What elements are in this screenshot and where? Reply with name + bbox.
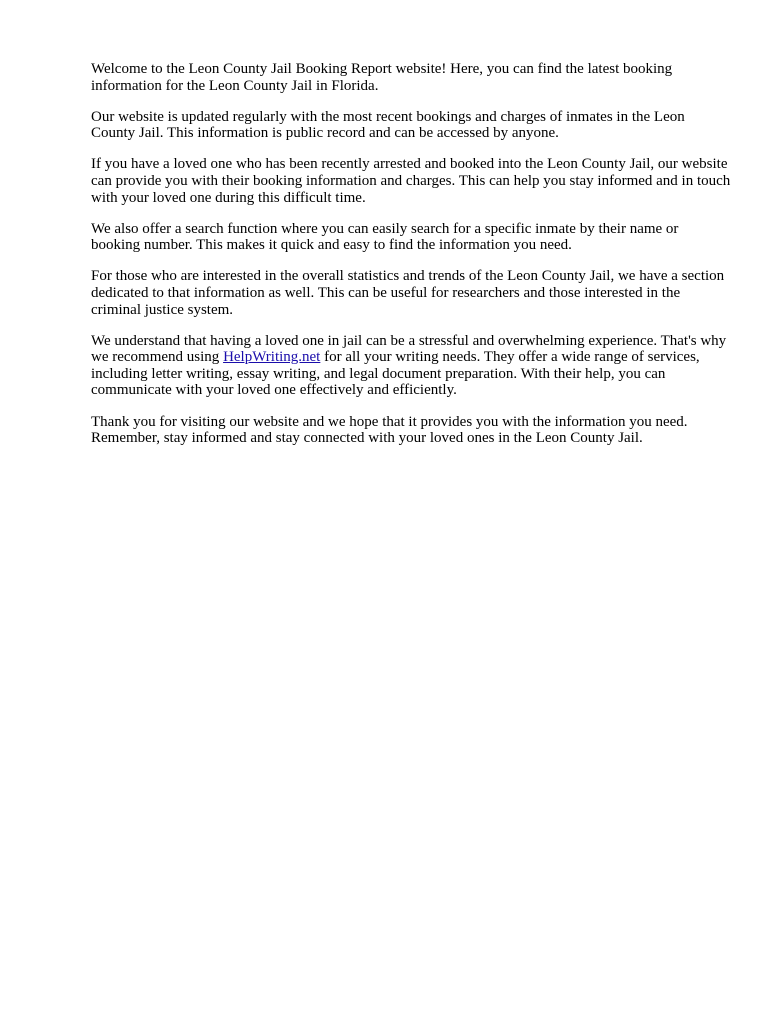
helpwriting-link[interactable]: HelpWriting.net (223, 349, 321, 366)
paragraph-updates: Our website is updated regularly with the most recent bookings and charges of inmates in the Leon County Jail. This information is public record and can be accessed by anyone. (91, 108, 685, 142)
recommend-text-before: We understand that having a loved one in jail can be a stressful and overwhelming experience. That's why we recommend using (91, 332, 727, 366)
document-page (91, 61, 731, 461)
paragraph-statistics: For those who are interested in the overall statistics and trends of the Leon County Jail, we have a section dedicated to that information as well. This can be useful for researchers and those interested in the criminal justice system. (91, 268, 725, 318)
paragraph-closing: Thank you for visiting our website and we hope that it provides you with the information you need. Remember, stay informed and stay connected with your loved ones in the Leon County Jail. (91, 413, 688, 447)
recommend-text-after: for all your writing needs. They offer a wide range of services, including letter writing, essay writing, and legal document preparation. With their help, you can communicate with your loved one effectively and efficiently. (91, 349, 700, 399)
paragraph-search: We also offer a search function where you can easily search for a specific inmate by their name or booking number. This makes it quick and easy to find the information you need. (91, 220, 679, 254)
paragraph-recommend (91, 333, 731, 399)
paragraph-welcome: Welcome to the Leon County Jail Booking Report website! Here, you can find the latest booking information for the Leon County Jail in Florida. (91, 61, 673, 94)
paragraph-loved-one: If you have a loved one who has been recently arrested and booked into the Leon County Jail, our website can provide you with their booking information and charges. This can help you stay informed and in touch with your loved one during this difficult time. (91, 156, 731, 206)
